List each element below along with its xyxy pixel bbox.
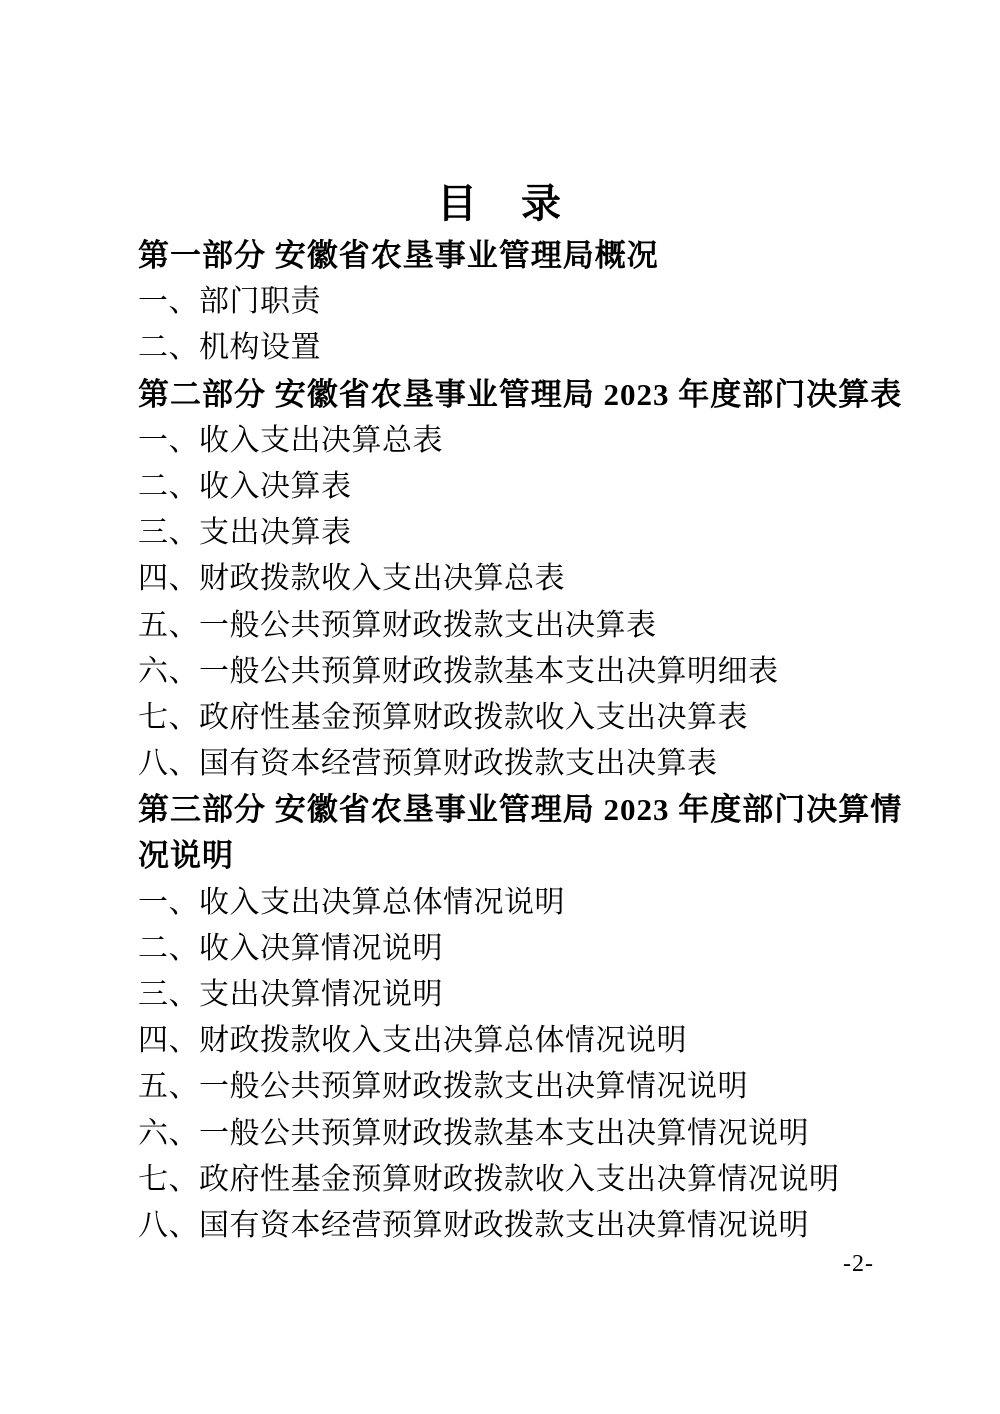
toc-item: 一、收入支出决算总体情况说明 — [138, 885, 565, 919]
toc-part-heading-continuation: 况说明 — [138, 838, 234, 874]
toc-item: 五、一般公共预算财政拨款支出决算情况说明 — [138, 1070, 748, 1104]
toc-item: 二、收入决算情况说明 — [138, 931, 443, 965]
toc-item: 八、国有资本经营预算财政拨款支出决算表 — [138, 747, 718, 781]
toc-item: 一、收入支出决算总表 — [138, 423, 443, 457]
toc-part-heading: 第二部分 安徽省农垦事业管理局 2023 年度部门决算表 — [138, 376, 903, 412]
table-of-contents — [138, 233, 903, 1249]
toc-item: 六、一般公共预算财政拨款基本支出决算情况说明 — [138, 1116, 809, 1150]
toc-item: 四、财政拨款收入支出决算总表 — [138, 562, 565, 596]
toc-item: 七、政府性基金预算财政拨款收入支出决算情况说明 — [138, 1162, 840, 1196]
toc-part-heading: 第一部分 安徽省农垦事业管理局概况 — [138, 238, 659, 273]
toc-item: 一、部门职责 — [138, 285, 321, 319]
toc-part-heading: 第三部分 安徽省农垦事业管理局 2023 年度部门决算情 — [138, 792, 903, 828]
page-number: -2- — [843, 1251, 874, 1277]
toc-item: 八、国有资本经营预算财政拨款支出决算情况说明 — [138, 1208, 809, 1242]
toc-item: 六、一般公共预算财政拨款基本支出决算明细表 — [138, 654, 779, 688]
toc-item: 三、支出决算表 — [138, 516, 352, 550]
toc-item: 二、收入决算表 — [138, 469, 352, 503]
toc-item: 四、财政拨款收入支出决算总体情况说明 — [138, 1024, 687, 1058]
toc-item: 二、机构设置 — [138, 331, 321, 365]
toc-item: 五、一般公共预算财政拨款支出决算表 — [138, 608, 657, 642]
toc-item: 三、支出决算情况说明 — [138, 978, 443, 1011]
page-title: 目 录 — [437, 181, 563, 226]
toc-item: 七、政府性基金预算财政拨款收入支出决算表 — [138, 700, 748, 734]
